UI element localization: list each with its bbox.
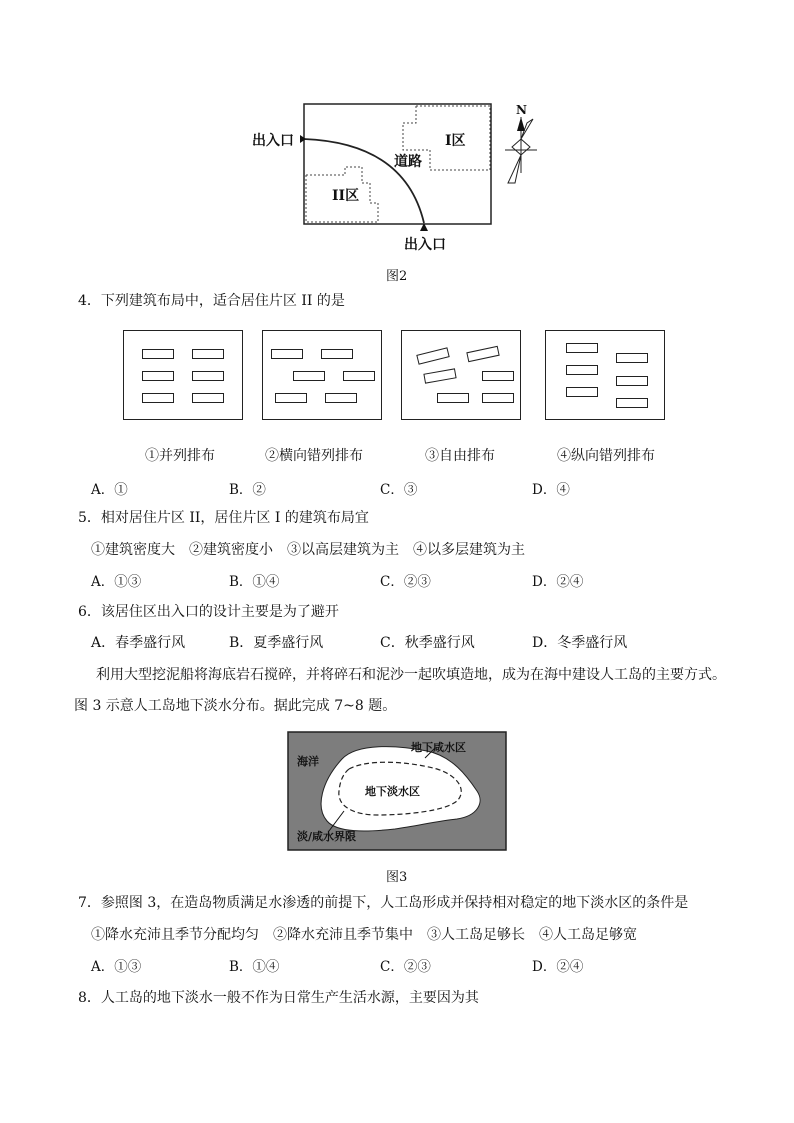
question-8-stem: 8．人工岛的地下淡水一般不作为日常生产生活水源，主要因为其: [78, 990, 479, 1006]
q4-option-b: B．②: [229, 482, 266, 498]
boundary-label: 淡/咸水界限: [297, 830, 357, 843]
layout-free: [401, 330, 521, 420]
q6-option-d: D．冬季盛行风: [532, 635, 628, 651]
q5-option-b: B．①④: [229, 574, 280, 590]
layout-label-4: ④纵向错列排布: [557, 448, 655, 464]
passage-line-2: 图 3 示意人工岛地下淡水分布。据此完成 7~8 题。: [74, 698, 397, 714]
question-5-stem: 5．相对居住片区 II，居住片区 I 的建筑布局宜: [78, 510, 369, 526]
ocean-label: 海洋: [297, 755, 319, 768]
q7-option-c: C．②③: [380, 959, 431, 975]
figure-3-caption: 图3: [386, 870, 408, 885]
q6-option-c: C．秋季盛行风: [380, 635, 475, 651]
entrance-left-label: 出入口: [252, 133, 294, 149]
figure-2: [240, 95, 560, 265]
q7-option-d: D．②④: [532, 959, 584, 975]
question-7-stem: 7．参照图 3，在造岛物质满足水渗透的前提下，人工岛形成并保持相对稳定的地下淡水区的条件是: [78, 895, 689, 911]
zone-2-label: II区: [332, 188, 360, 204]
question-4-stem: 4．下列建筑布局中，适合居住片区 II 的是: [78, 293, 345, 309]
layout-label-1: ①并列排布: [145, 448, 215, 464]
q7-option-b: B．①④: [229, 959, 280, 975]
q5-option-c: C．②③: [380, 574, 431, 590]
q5-option-d: D．②④: [532, 574, 584, 590]
layout-vertical-staggered: [545, 330, 665, 420]
zone-1-label: I区: [445, 133, 466, 149]
residential-district-map: [240, 95, 560, 265]
q6-option-b: B．夏季盛行风: [229, 635, 324, 651]
q7-option-a: A．①③: [91, 959, 142, 975]
road-label: 道路: [394, 154, 422, 170]
question-7-statements: ①降水充沛且季节分配均匀 ②降水充沛且季节集中 ③人工岛足够长 ④人工岛足够宽: [91, 927, 637, 943]
figure-3: [287, 731, 507, 851]
freshwater-label: 地下淡水区: [365, 785, 420, 798]
layout-label-2: ②横向错列排布: [265, 448, 363, 464]
question-5-statements: ①建筑密度大 ②建筑密度小 ③以高层建筑为主 ④以多层建筑为主: [91, 542, 525, 558]
saltwater-label: 地下咸水区: [411, 741, 466, 754]
question-6-stem: 6．该居住区出入口的设计主要是为了避开: [78, 604, 339, 620]
q4-option-a: A．①: [91, 482, 128, 498]
q4-option-d: D．④: [532, 482, 570, 498]
entrance-bottom-label: 出入口: [404, 237, 446, 253]
q5-option-a: A．①③: [91, 574, 142, 590]
north-label: N: [516, 103, 527, 117]
q6-option-a: A．春季盛行风: [91, 635, 186, 651]
figure-2-caption: 图2: [386, 269, 408, 284]
layout-horizontal-staggered: [262, 330, 382, 420]
layout-label-3: ③自由排布: [425, 448, 495, 464]
layout-parallel: [123, 330, 243, 420]
passage-line-1: 利用大型挖泥船将海底岩石搅碎，并将碎石和泥沙一起吹填造地，成为在海中建设人工岛的主要方式。: [96, 667, 726, 683]
q4-option-c: C．③: [380, 482, 418, 498]
